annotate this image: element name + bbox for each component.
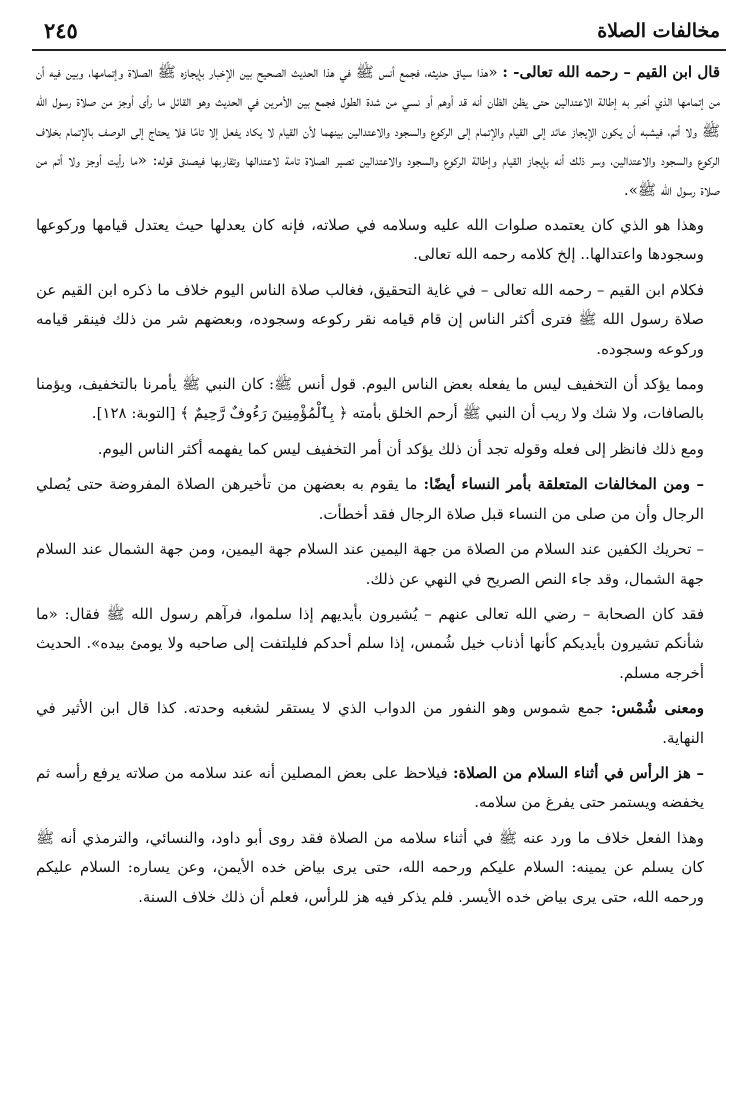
paragraph-text: «هذا سياق حديثه، فجمع أنس ﷺ في هذا الحديث الصحيح بين الإخبار بإيجازه ﷺ الصلاة وإتمامها، وبين فيه أن من إتمامها الذي أخبر به إطالة الاعتدالين حتى يظن الظان أنه قد أوهم أو نسي من شدة الطول فجمع بين الأمرين في الحديث وهو القائل ما رأى أوجز من صلاة رسول الله ﷺ ولا أتم، فيشبه أن يكون الإيجاز عائد إلى القيام والإتمام إلى الركوع والسجود والاعتدالين بينهما لأن القيام لا يكاد يفعل إلا تامًا فلا يحتاج إلى الوصف بالإتمام بخلاف الركوع والسجود والاعتدالين، وسر ذلك أنه بإيجاز القيام وإطالة الركوع والسجود والاعتدالين تصير الصلاة تامة لاعتدالها وتقاربها فيصدق قوله: «ما رأيت أوجز ولا أتم من صلاة رسول الله ﷺ». bbox=[36, 63, 720, 199]
paragraph-text: – تحريك الكفين عند السلام من الصلاة من جهة اليمين عند السلام جهة اليمين، ومن جهة الشمال عند السلام جهة الشمال، وقد جاء النص الصريح في النهي عن ذلك. bbox=[36, 540, 704, 588]
paragraph-text: فكلام ابن القيم – رحمه الله تعالى – في غاية التحقيق، فغالب صلاة الناس اليوم خلاف ما ذكره ابن القيم عن صلاة رسول الله ﷺ فترى أكثر الناس إن قام قيامه نقر ركوعه وسجوده، وبعضهم شر من ذلك فينقر قيامه وركوعه وسجوده. bbox=[36, 280, 704, 358]
paragraph bbox=[36, 435, 720, 464]
paragraph bbox=[36, 58, 720, 205]
paragraph bbox=[36, 370, 720, 429]
paragraph bbox=[36, 211, 720, 270]
paragraph bbox=[36, 535, 720, 594]
paragraph-text: فقد كان الصحابة – رضي الله تعالى عنهم – يُشيرون بأيديهم إذا سلموا، فرآهم رسول الله ﷺ فقال: «ما شأنكم تشيرون بأيديكم كأنها أذناب خيل شُمس، إذا سلم أحدكم فليلتفت إلى صاحبه ولا يومئ بيده». الحديث أخرجه مسلم. bbox=[36, 604, 704, 682]
paragraph-text: ومما يؤكد أن التخفيف ليس ما يفعله بعض الناس اليوم. قول أنس ﷺ: كان النبي ﷺ يأمرنا بالتخفيف، ويؤمنا بالصافات، ولا شك ولا ريب أن النبي ﷺ أرحم الخلق بأمته ﴿ بِٱلْمُؤْمِنِينَ رَءُوفٌ رَّحِيمٌ ﴾ [التوبة: ١٢٨]. bbox=[36, 375, 705, 423]
paragraph bbox=[36, 824, 720, 912]
running-title: مخالفات الصلاة bbox=[597, 20, 720, 42]
paragraph-text: جمع شموس وهو النفور من الدواب الذي لا يستقر لشغبه وحدته. كذا قال ابن الأثير في النهاية. bbox=[36, 699, 704, 747]
paragraph-lead: – ومن المخالفات المتعلقة بأمر النساء أيضًا: bbox=[423, 475, 704, 494]
paragraph-lead: قال ابن القيم – رحمه الله تعالى- : bbox=[502, 63, 720, 81]
paragraph bbox=[36, 276, 720, 364]
paragraph-text: وهذا الفعل خلاف ما ورد عنه ﷺ في أثناء سلامه من الصلاة فقد روى أبو داود، والنسائي، والترمذي أنه ﷺ كان يسلم عن يمينه: السلام عليكم ورحمه الله، حتى يرى بياض خده الأيمن، وعن يساره: السلام عليكم ورحمه الله، حتى يرى بياض خده الأيسر. فلم يذكر فيه هز للرأس، فعلم أن ذلك خلاف السنة. bbox=[36, 828, 704, 906]
paragraph-text: ما يقوم به بعضهن من تأخيرهن الصلاة المفروضة حتى يُصلي الرجال وأن من صلى من النساء قبل صلاة الرجال فقد أخطأت. bbox=[36, 475, 704, 523]
paragraph bbox=[36, 759, 720, 818]
paragraph-lead: – هز الرأس في أثناء السلام من الصلاة: bbox=[452, 763, 704, 782]
page-number: ٢٤٥ bbox=[44, 18, 78, 43]
paragraph-lead: ومعنى شُمْس: bbox=[610, 699, 704, 718]
paragraph-text: وهذا هو الذي كان يعتمده صلوات الله عليه وسلامه في صلاته، فإنه كان يعدلها حيث يعتدل قيامها وركوعها وسجودها واعتدالها.. إلخ كلامه رحمه الله تعالى. bbox=[36, 216, 704, 264]
paragraph-text: ومع ذلك فانظر إلى فعله وقوله تجد أن ذلك يؤكد أن أمر التخفيف ليس كما يفهمه أكثر الناس اليوم. bbox=[97, 439, 704, 458]
page-header bbox=[38, 14, 730, 50]
paragraph bbox=[36, 600, 720, 688]
header-divider bbox=[32, 49, 726, 51]
paragraph bbox=[36, 694, 720, 753]
paragraph-text: فيلاحظ على بعض المصلين أنه عند سلامه من صلاته يرفع رأسه ثم يخفضه ويستمر حتى يفرغ من سلامه. bbox=[36, 763, 704, 812]
body-text bbox=[36, 58, 720, 918]
paragraph bbox=[36, 470, 720, 529]
